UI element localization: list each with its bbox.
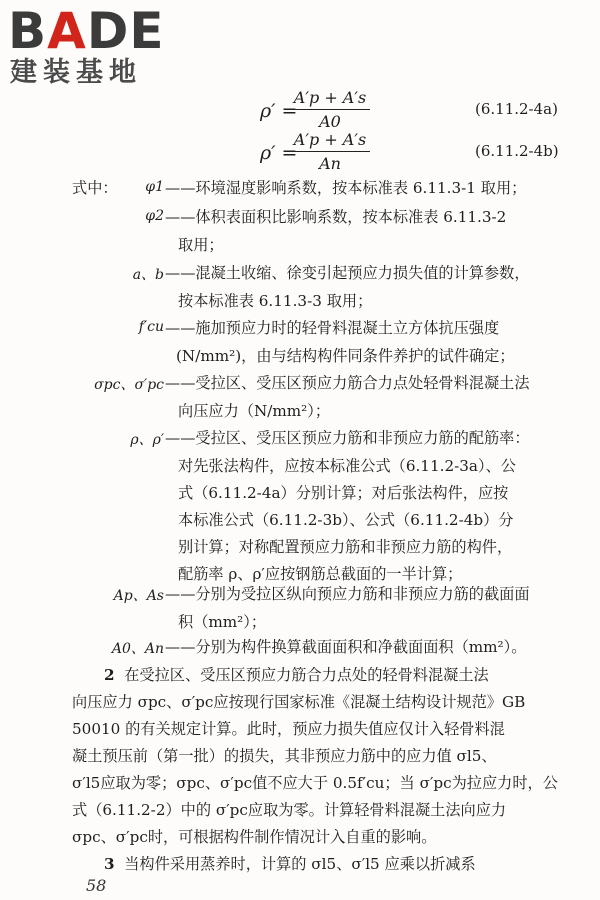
definition-line: ——环境湿度影响系数，按本标准表 6.11.3-1 取用； xyxy=(165,179,527,197)
definition-line: (N/mm²)，由与结构构件同条件养护的试件确定； xyxy=(176,347,515,365)
paragraph-line-first xyxy=(104,662,489,689)
paragraph-text: 当构件采用蒸养时，计算的 σl5、σ′l5 应乘以折减系 xyxy=(124,855,476,873)
equation-numerator: A′p + A′s xyxy=(290,130,370,152)
definition-line: 别计算；对称配置预应力筋和非预应力筋的构件， xyxy=(178,538,513,556)
equation-numerator: A′p + A′s xyxy=(290,88,370,110)
paragraph-number: 3 xyxy=(104,855,115,873)
definition-line: 按本标准表 6.11.3-3 取用； xyxy=(178,292,373,310)
equation-lhs: ρ′ = xyxy=(260,100,298,122)
paragraph-text: 在受拉区、受压区预应力筋合力点处的轻骨料混凝土法 xyxy=(124,666,489,684)
definition-line: ——混凝土收缩、徐变引起预应力损失值的计算参数， xyxy=(165,264,530,282)
equation-denominator: A0 xyxy=(319,112,341,131)
paragraph-line: 凝土预压前（第一批）的损失，其非预应力筋中的应力值 σl5、 xyxy=(72,747,497,765)
paragraph-line: 式（6.11.2-2）中的 σ′pc应取为零。计算轻骨料混凝土法向应力 xyxy=(72,801,507,819)
definition-line: ——分别为受拉区纵向预应力筋和非预应力筋的截面面 xyxy=(165,585,530,603)
definition-term: Ap、As xyxy=(113,588,164,604)
definition-line: ——分别为构件换算截面面积和净截面面积（mm²）。 xyxy=(165,638,527,656)
definition-line: ——受拉区、受压区预应力筋和非预应力筋的配筋率： xyxy=(165,429,530,447)
equation-number: (6.11.2-4a) xyxy=(475,100,558,118)
definition-term: f′cu xyxy=(138,319,164,335)
definition-term: φ2 xyxy=(145,208,164,224)
paragraph-line-first xyxy=(104,851,476,878)
definition-line: 式（6.11.2-4a）分别计算；对后张法构件，应按 xyxy=(178,484,509,502)
equation-denominator: An xyxy=(319,154,341,173)
paragraph-number: 2 xyxy=(104,666,115,684)
page-number: 58 xyxy=(86,876,107,895)
definition-line: 积（mm²）； xyxy=(178,613,267,631)
definition-line: ——体积表面积比影响系数，按本标准表 6.11.3-2 xyxy=(165,208,507,226)
paragraph-line: σ′l5应取为零；σpc、σ′pc值不应大于 0.5f′cu；当 σ′pc为拉应力时，公 xyxy=(72,774,558,792)
bade-logo xyxy=(8,4,178,92)
equation-fraction xyxy=(290,88,370,131)
definition-line: 对先张法构件，应按本标准公式（6.11.2-3a）、公 xyxy=(178,457,516,475)
definition-line: 取用； xyxy=(178,236,224,254)
equation-lhs: ρ′ = xyxy=(260,142,298,164)
definition-line: 本标准公式（6.11.2-3b）、公式（6.11.2-4b）分 xyxy=(178,511,514,529)
definition-term: a、b xyxy=(132,267,164,283)
logo-brand: BADE xyxy=(8,2,165,60)
paragraph-line: 向压应力 σpc、σ′pc应按现行国家标准《混凝土结构设计规范》GB xyxy=(72,693,526,711)
definition-line: 配筋率 ρ、ρ′应按钢筋总截面的一半计算； xyxy=(178,565,463,583)
equation-number: (6.11.2-4b) xyxy=(475,142,559,160)
definitions-intro: 式中： xyxy=(72,179,118,197)
equation-fraction xyxy=(290,130,370,173)
definition-term: φ1 xyxy=(145,179,164,195)
definition-line: 向压应力（N/mm²）； xyxy=(178,402,331,420)
paragraph-line: σpc、σ′pc时，可根据构件制作情况计入自重的影响。 xyxy=(72,828,437,846)
definition-term: A0、An xyxy=(111,641,164,657)
definition-term: ρ、ρ′ xyxy=(130,432,164,448)
definition-term: σpc、σ′pc xyxy=(94,377,164,393)
definition-line: ——施加预应力时的轻骨料混凝土立方体抗压强度 xyxy=(165,319,500,337)
logo-subtitle: 建装基地 xyxy=(10,57,142,88)
logo-a-mark: A xyxy=(47,2,87,60)
definition-line: ——受拉区、受压区预应力筋合力点处轻骨料混凝土法 xyxy=(165,374,530,392)
paragraph-line: 50010 的有关规定计算。此时，预应力损失值应仅计入轻骨料混 xyxy=(72,720,505,738)
